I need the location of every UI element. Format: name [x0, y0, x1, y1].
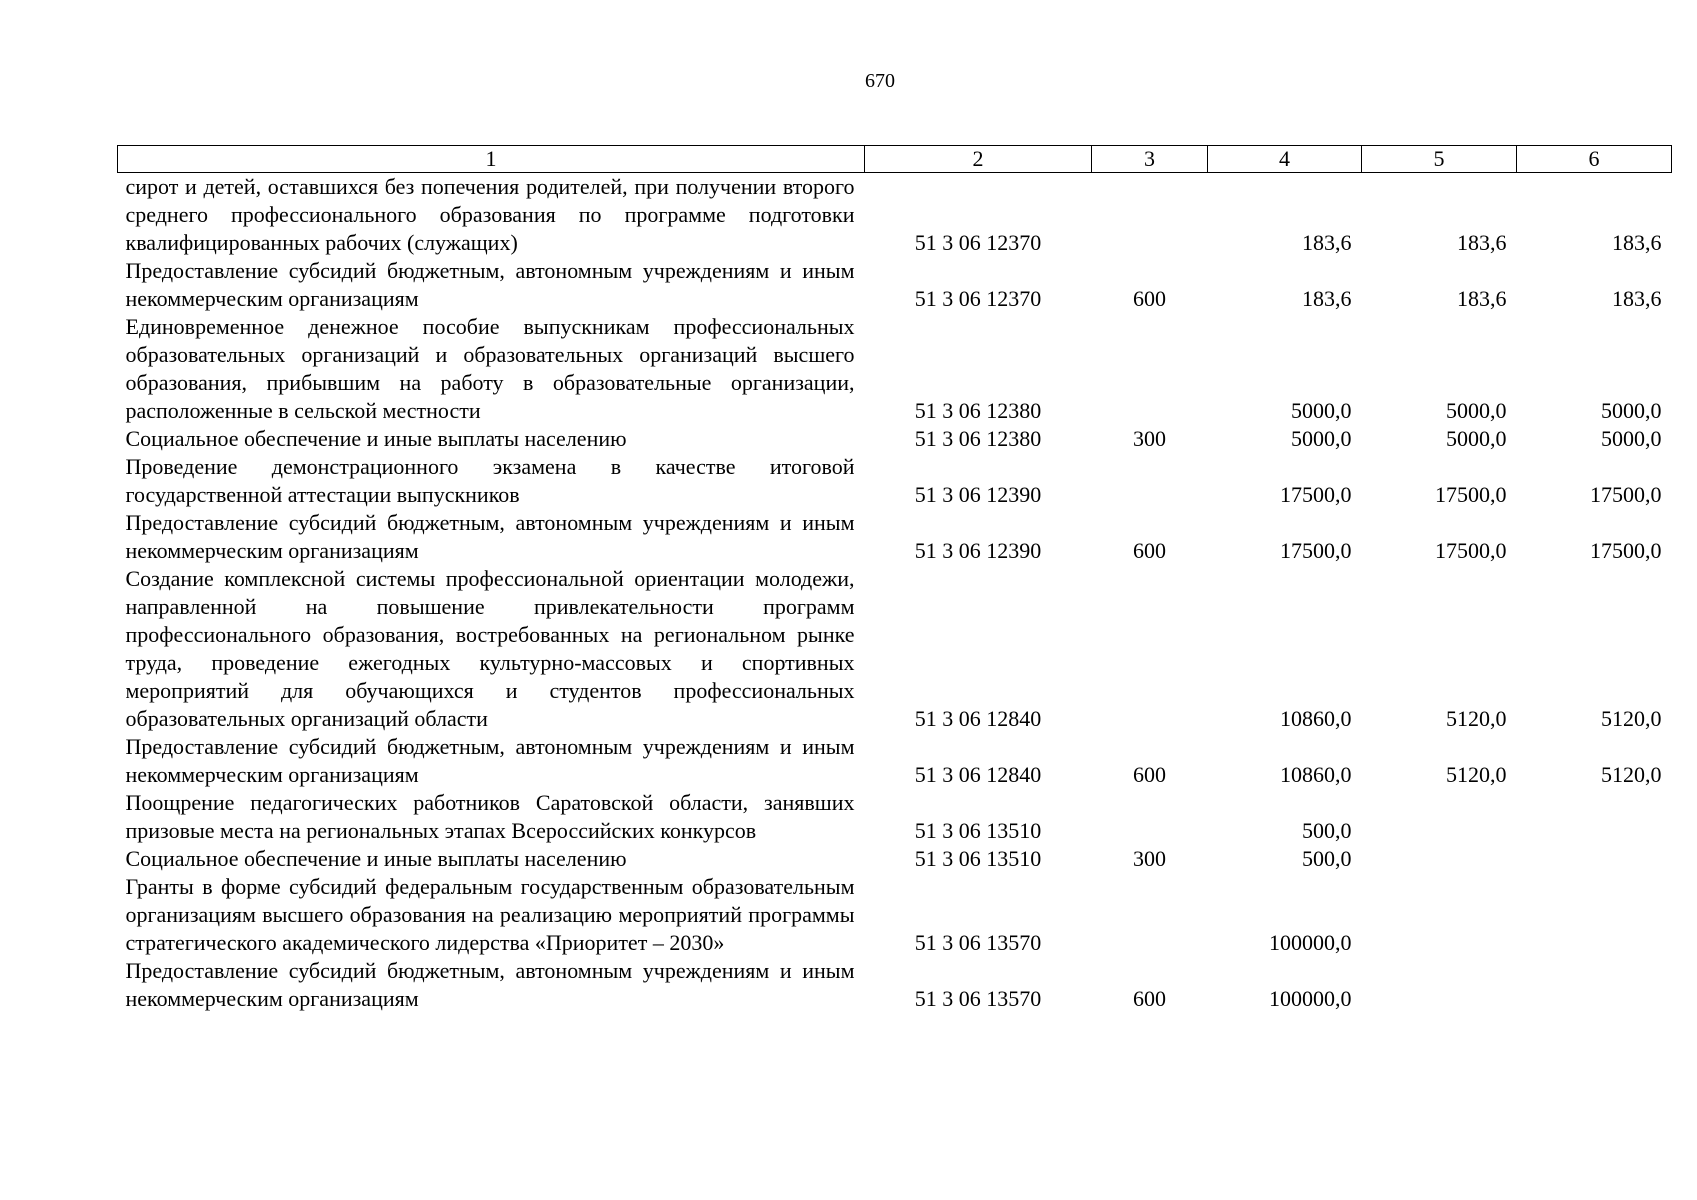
header-col-6: 6	[1517, 146, 1672, 173]
row-expense-type: 600	[1133, 986, 1166, 1011]
row-value-col-5: 17500,0	[1435, 482, 1507, 507]
table-row	[118, 873, 1672, 957]
row-description: Предоставление субсидий бюджетным, автономным учреждениям и иным некоммерческим организациям	[125, 958, 855, 1011]
row-value-col-6: 5000,0	[1601, 398, 1662, 423]
row-description: Предоставление субсидий бюджетным, автономным учреждениям и иным некоммерческим организациям	[125, 258, 855, 311]
row-value-col-5	[1362, 957, 1517, 1013]
row-value-col-6: 183,6	[1612, 286, 1662, 311]
row-value-col-4: 5000,0	[1291, 426, 1352, 451]
row-target-code: 51 3 06 12390	[914, 482, 1042, 507]
row-expense-type	[1092, 453, 1208, 509]
row-expense-type	[1092, 873, 1208, 957]
row-value-col-5: 5120,0	[1446, 706, 1507, 731]
row-value-col-6: 17500,0	[1590, 482, 1662, 507]
row-description: Социальное обеспечение и иные выплаты населению	[125, 846, 627, 871]
row-target-code: 51 3 06 12370	[914, 286, 1042, 311]
row-description: Социальное обеспечение и иные выплаты населению	[125, 426, 627, 451]
row-value-col-6: 183,6	[1612, 230, 1662, 255]
row-expense-type	[1092, 173, 1208, 258]
row-expense-type: 300	[1133, 846, 1166, 871]
row-expense-type	[1092, 565, 1208, 733]
row-expense-type: 600	[1133, 538, 1166, 563]
row-description: Гранты в форме субсидий федеральным государственным образовательным организациям высшего образования на реализацию мероприятий программы стратегического академического лидерства «Приоритет – 2030»	[125, 874, 855, 955]
row-value-col-6: 5120,0	[1601, 762, 1662, 787]
row-value-col-4: 10860,0	[1280, 706, 1352, 731]
row-value-col-6: 17500,0	[1590, 538, 1662, 563]
budget-table	[117, 145, 1672, 1013]
row-expense-type: 300	[1133, 426, 1166, 451]
row-value-col-4: 17500,0	[1280, 482, 1352, 507]
table-row	[118, 845, 1672, 873]
row-target-code: 51 3 06 12840	[914, 762, 1042, 787]
row-value-col-5	[1362, 873, 1517, 957]
row-value-col-4: 100000,0	[1269, 986, 1352, 1011]
row-description: Предоставление субсидий бюджетным, автономным учреждениям и иным некоммерческим организациям	[125, 510, 855, 563]
row-target-code: 51 3 06 13510	[914, 818, 1042, 843]
row-value-col-5: 183,6	[1457, 286, 1507, 311]
row-value-col-5	[1362, 845, 1517, 873]
table-row	[118, 565, 1672, 733]
budget-table-container	[117, 145, 1671, 1013]
row-description: Проведение демонстрационного экзамена в качестве итоговой государственной аттестации выпускников	[125, 454, 855, 507]
table-row	[118, 453, 1672, 509]
header-col-2: 2	[865, 146, 1092, 173]
header-col-4: 4	[1208, 146, 1362, 173]
row-value-col-4: 100000,0	[1269, 930, 1352, 955]
table-row	[118, 733, 1672, 789]
row-target-code: 51 3 06 12840	[914, 706, 1042, 731]
row-value-col-5: 183,6	[1457, 230, 1507, 255]
table-row	[118, 257, 1672, 313]
row-value-col-5: 5000,0	[1446, 398, 1507, 423]
row-target-code: 51 3 06 12380	[914, 398, 1042, 423]
row-target-code: 51 3 06 13570	[914, 986, 1042, 1011]
row-value-col-6: 5120,0	[1601, 706, 1662, 731]
row-description: Единовременное денежное пособие выпускникам профессиональных образовательных организаций и образовательных организаций высшего образования, прибывшим на работу в образовательные организации, расположенные в сельской местности	[125, 314, 855, 423]
row-value-col-4: 10860,0	[1280, 762, 1352, 787]
header-col-3: 3	[1092, 146, 1208, 173]
row-value-col-5: 17500,0	[1435, 538, 1507, 563]
table-header-row	[118, 146, 1672, 173]
row-expense-type	[1092, 789, 1208, 845]
table-row	[118, 509, 1672, 565]
table-row	[118, 425, 1672, 453]
row-target-code: 51 3 06 12380	[914, 426, 1042, 451]
row-value-col-4: 183,6	[1302, 230, 1352, 255]
row-description: Создание комплексной системы профессиональной ориентации молодежи, направленной на повышение привлекательности программ профессионального образования, востребованных на региональном рынке труда, проведение ежегодных культурно-массовых и спортивных мероприятий для обучающихся и студентов профессиональных образовательных организаций области	[125, 566, 855, 731]
row-value-col-5: 5120,0	[1446, 762, 1507, 787]
row-description: сирот и детей, оставшихся без попечения родителей, при получении второго среднего профессионального образования по программе подготовки квалифицированных рабочих (служащих)	[125, 174, 855, 255]
page-number: 670	[865, 70, 895, 92]
row-value-col-6	[1517, 845, 1672, 873]
row-target-code: 51 3 06 12390	[914, 538, 1042, 563]
row-value-col-5	[1362, 789, 1517, 845]
row-value-col-4: 183,6	[1302, 286, 1352, 311]
table-row	[118, 789, 1672, 845]
row-value-col-4: 5000,0	[1291, 398, 1352, 423]
table-row	[118, 313, 1672, 425]
row-value-col-4: 17500,0	[1280, 538, 1352, 563]
row-expense-type	[1092, 313, 1208, 425]
row-value-col-6	[1517, 957, 1672, 1013]
table-row	[118, 173, 1672, 258]
row-expense-type: 600	[1133, 762, 1166, 787]
row-value-col-5: 5000,0	[1446, 426, 1507, 451]
row-target-code: 51 3 06 13570	[914, 930, 1042, 955]
row-expense-type: 600	[1133, 286, 1166, 311]
row-value-col-4: 500,0	[1302, 818, 1352, 843]
row-description: Предоставление субсидий бюджетным, автономным учреждениям и иным некоммерческим организациям	[125, 734, 855, 787]
header-col-1: 1	[118, 146, 865, 173]
row-value-col-4: 500,0	[1302, 846, 1352, 871]
row-value-col-6	[1517, 873, 1672, 957]
row-value-col-6: 5000,0	[1601, 426, 1662, 451]
row-target-code: 51 3 06 13510	[914, 846, 1042, 871]
row-value-col-6	[1517, 789, 1672, 845]
row-target-code: 51 3 06 12370	[914, 230, 1042, 255]
row-description: Поощрение педагогических работников Саратовской области, занявших призовые места на региональных этапах Всероссийских конкурсов	[125, 790, 855, 843]
table-row	[118, 957, 1672, 1013]
header-col-5: 5	[1362, 146, 1517, 173]
table-body	[118, 173, 1672, 1014]
